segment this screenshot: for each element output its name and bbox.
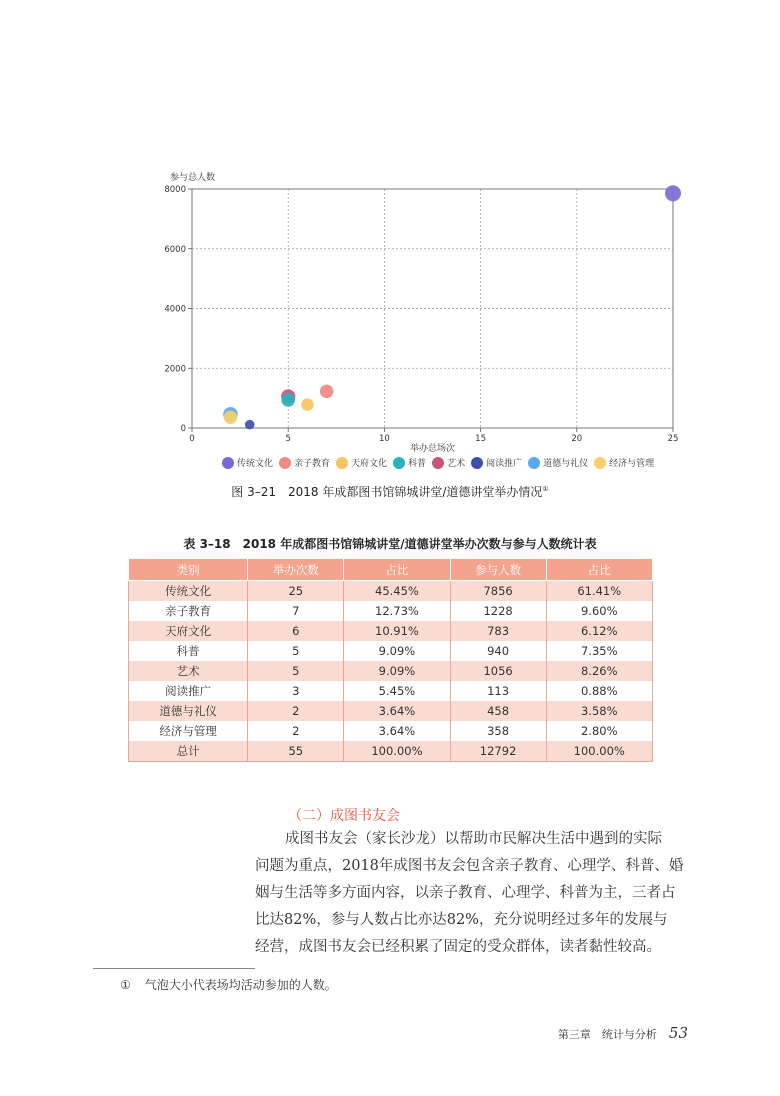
legend-item — [222, 456, 273, 469]
y-tick-label: 2000 — [164, 364, 186, 375]
table-cell: 100.00% — [344, 741, 450, 762]
paragraph-line: 姻与生活等多方面内容，以亲子教育、心理学、科普为主，三者占 — [255, 885, 676, 901]
table-cell: 7856 — [450, 581, 546, 602]
table-cell: 113 — [450, 681, 546, 701]
legend-item — [471, 456, 522, 469]
figure-caption-note: ① — [542, 485, 549, 493]
body-paragraph — [255, 826, 695, 961]
legend-swatch — [471, 457, 483, 469]
footnote-divider — [93, 968, 255, 969]
table-cell: 940 — [450, 641, 546, 661]
table-cell: 天府文化 — [129, 621, 248, 641]
legend-label: 传统文化 — [237, 459, 274, 469]
table-row — [129, 741, 653, 762]
legend-swatch — [279, 457, 291, 469]
table-cell: 12792 — [450, 741, 546, 762]
table-cell: 艺术 — [129, 661, 248, 681]
table-cell: 1056 — [450, 661, 546, 681]
paragraph-line: 比达82%，参与人数占比亦达82%，充分说明经过多年的发展与 — [255, 912, 668, 928]
footnote — [120, 976, 337, 993]
table-cell: 9.09% — [344, 661, 450, 681]
table-row — [129, 621, 653, 641]
x-tick-label: 0 — [189, 434, 195, 444]
legend-item — [336, 456, 387, 469]
table-cell: 9.09% — [344, 641, 450, 661]
table-header-cell: 举办次数 — [248, 559, 344, 581]
table-header-cell: 类别 — [129, 559, 248, 581]
table-row — [129, 641, 653, 661]
table-cell: 阅读推广 — [129, 681, 248, 701]
table-row — [129, 661, 653, 681]
legend-label: 天府文化 — [351, 459, 388, 469]
table-cell: 100.00% — [546, 741, 652, 762]
table-cell: 61.41% — [546, 581, 652, 602]
table-cell: 358 — [450, 721, 546, 741]
paragraph-line: 问题为重点，2018年成图书友会包含亲子教育、心理学、科普、婚 — [255, 858, 684, 874]
y-tick-label: 0 — [180, 424, 186, 434]
table-cell: 12.73% — [344, 601, 450, 621]
table-row — [129, 681, 653, 701]
table-cell: 10.91% — [344, 621, 450, 641]
page-footer — [558, 1024, 688, 1042]
table-cell: 458 — [450, 701, 546, 721]
table-row — [129, 721, 653, 741]
statistics-table — [128, 558, 653, 762]
table-cell: 5.45% — [344, 681, 450, 701]
table-cell: 3 — [248, 681, 344, 701]
table-cell: 6 — [248, 621, 344, 641]
table-cell: 7.35% — [546, 641, 652, 661]
chapter-label: 第三章 统计与分析 — [557, 1028, 657, 1041]
bubble-point — [301, 398, 313, 410]
section-heading: （二）成图书友会 — [288, 808, 400, 824]
x-tick-label: 5 — [285, 434, 291, 444]
legend-item — [594, 456, 654, 469]
table-cell: 道德与礼仪 — [129, 701, 248, 721]
bubble-point — [245, 420, 254, 429]
legend-label: 亲子教育 — [294, 459, 331, 469]
legend-swatch — [594, 457, 606, 469]
table-header-cell: 占比 — [344, 559, 450, 581]
x-tick-label: 10 — [378, 434, 390, 444]
footnote-mark: ① — [120, 978, 131, 992]
table-cell: 3.64% — [344, 701, 450, 721]
paragraph-line: 经营，成图书友会已经积累了固定的受众群体，读者黏性较高。 — [255, 939, 661, 955]
table-cell: 0.88% — [546, 681, 652, 701]
table-cell: 经济与管理 — [129, 721, 248, 741]
y-tick-label: 4000 — [164, 304, 186, 315]
table-row — [129, 701, 653, 721]
legend-item — [279, 456, 330, 469]
footnote-text: 气泡大小代表场均活动参加的人数。 — [144, 978, 337, 992]
table-cell: 7 — [248, 601, 344, 621]
table-cell: 2.80% — [546, 721, 652, 741]
figure-caption-text: 图 3–21 2018 年成都图书馆锦城讲堂/道德讲堂举办情况 — [231, 485, 543, 499]
table-cell: 45.45% — [344, 581, 450, 602]
y-tick-label: 8000 — [164, 185, 186, 195]
y-axis-title: 参与总人数 — [170, 173, 216, 183]
x-tick-label: 20 — [571, 434, 583, 444]
legend-label: 道德与礼仪 — [543, 459, 589, 469]
page-number: 53 — [668, 1024, 688, 1042]
table-header-cell: 参与人数 — [450, 559, 546, 581]
table-header-cell: 占比 — [546, 559, 652, 581]
table-body — [129, 581, 653, 762]
chart-legend — [222, 456, 655, 469]
bubble-point — [281, 393, 295, 407]
chart-canvas — [0, 0, 780, 480]
legend-swatch — [432, 457, 444, 469]
table-cell: 9.60% — [546, 601, 652, 621]
legend-label: 艺术 — [447, 459, 466, 469]
legend-swatch — [222, 457, 234, 469]
x-tick-label: 25 — [667, 434, 679, 444]
y-tick-label: 6000 — [164, 244, 186, 255]
table-cell: 2 — [248, 721, 344, 741]
table-cell: 25 — [248, 581, 344, 602]
legend-swatch — [336, 457, 348, 469]
figure-caption — [0, 483, 780, 500]
legend-item — [528, 456, 588, 469]
table-cell: 5 — [248, 661, 344, 681]
legend-swatch — [528, 457, 540, 469]
table-cell: 亲子教育 — [129, 601, 248, 621]
x-tick-label: 15 — [475, 434, 487, 444]
table-cell: 8.26% — [546, 661, 652, 681]
legend-item — [393, 456, 426, 469]
table-cell: 传统文化 — [129, 581, 248, 602]
paragraph-line: 成图书友会（家长沙龙）以帮助市民解决生活中遇到的实际 — [285, 831, 662, 847]
table-cell: 总计 — [129, 741, 248, 762]
table-title: 表 3–18 2018 年成都图书馆锦城讲堂/道德讲堂举办次数与参与人数统计表 — [183, 537, 597, 551]
legend-label: 阅读推广 — [486, 459, 523, 469]
legend-swatch — [393, 457, 405, 469]
x-axis-title: 举办总场次 — [409, 444, 456, 454]
table-cell: 55 — [248, 741, 344, 762]
legend-label: 科普 — [408, 459, 427, 469]
bubble-chart — [0, 0, 780, 480]
table-cell: 1228 — [450, 601, 546, 621]
table-cell: 783 — [450, 621, 546, 641]
table-cell: 3.58% — [546, 701, 652, 721]
legend-label: 经济与管理 — [609, 459, 655, 469]
table-row — [129, 601, 653, 621]
bubble-point — [665, 185, 681, 201]
bubble-point — [224, 411, 238, 425]
bubble-point — [320, 385, 333, 398]
table-row — [129, 581, 653, 602]
table-cell: 5 — [248, 641, 344, 661]
table-cell: 科普 — [129, 641, 248, 661]
table-header-row — [129, 559, 653, 581]
legend-item — [432, 456, 465, 469]
table-cell: 3.64% — [344, 721, 450, 741]
table-cell: 6.12% — [546, 621, 652, 641]
table-cell: 2 — [248, 701, 344, 721]
